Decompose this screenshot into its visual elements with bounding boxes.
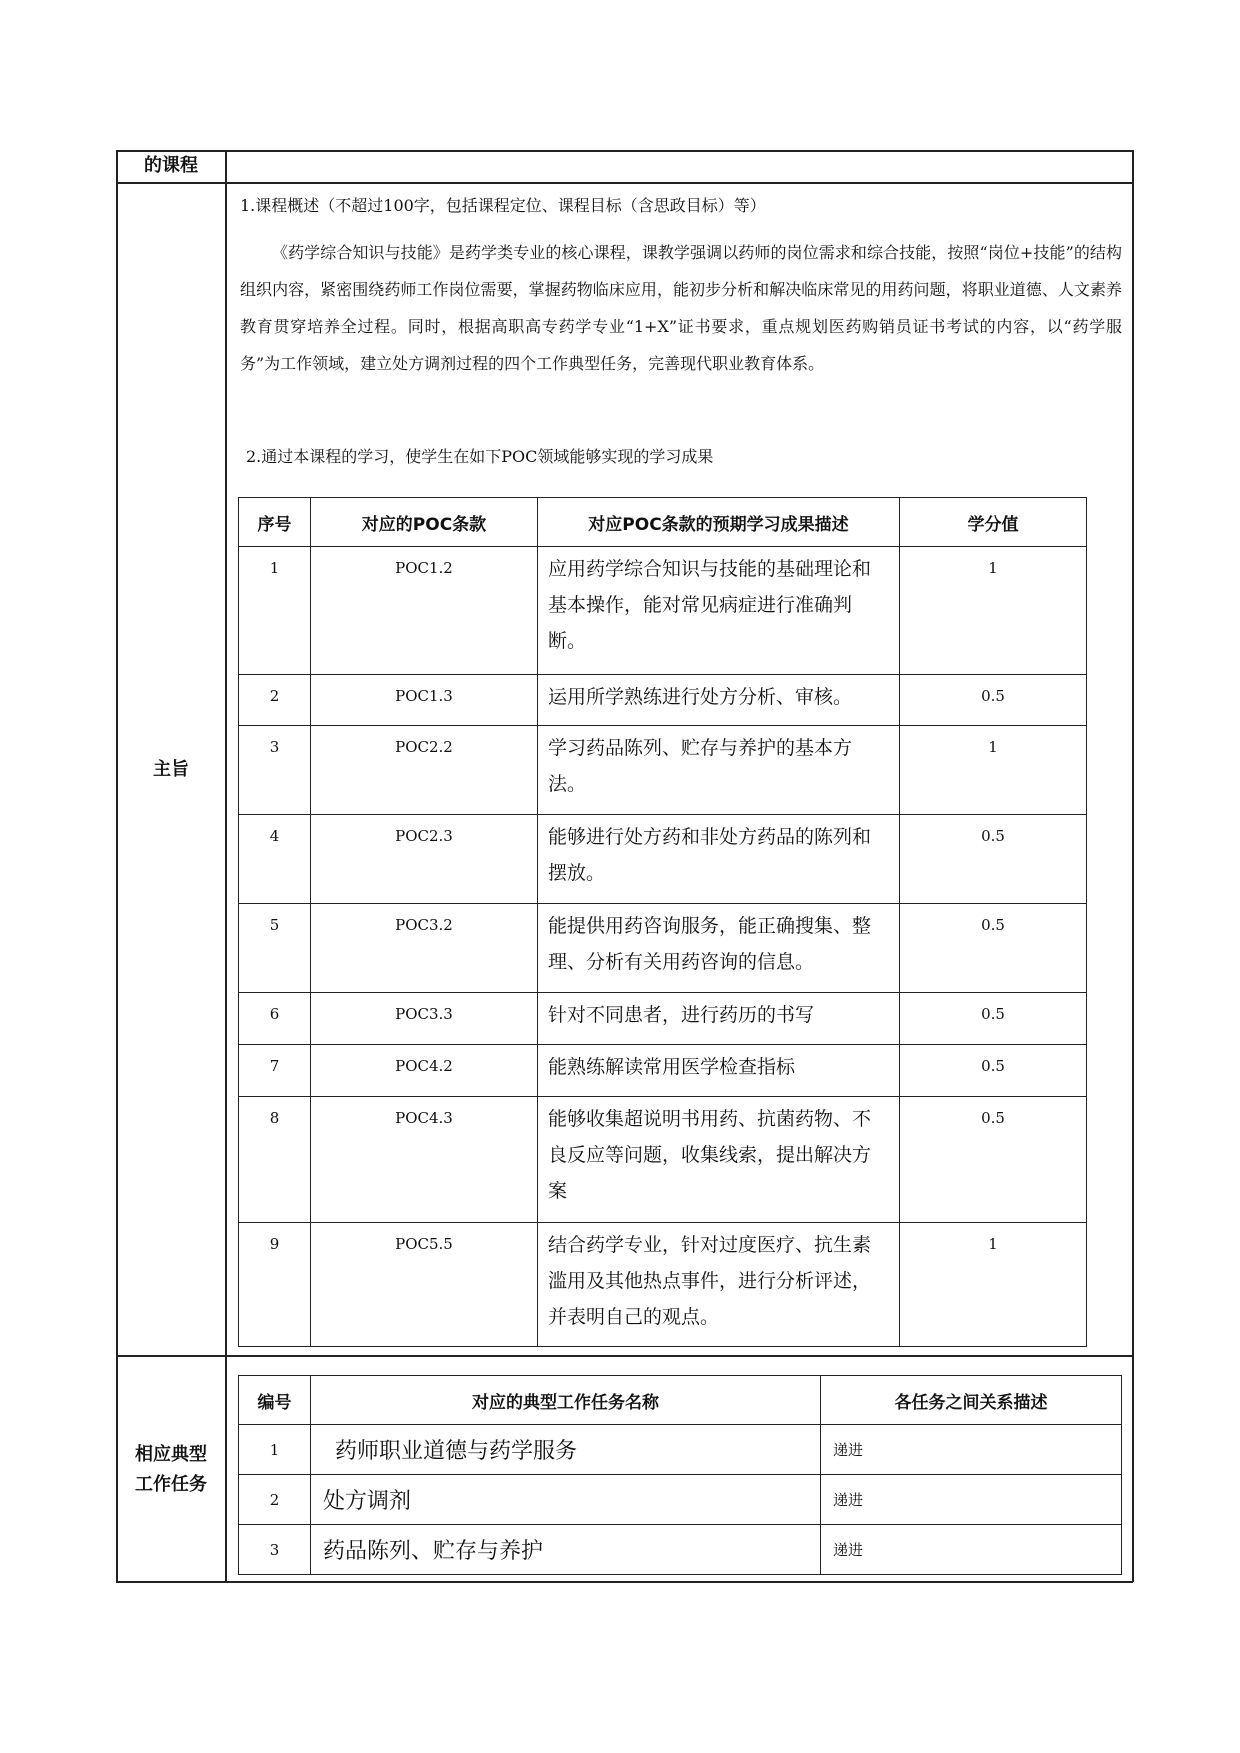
table-row (239, 1475, 1122, 1525)
overview-heading: 1.课程概述（不超过100字，包括课程定位、课程目标（含思政目标）等） (240, 196, 766, 215)
cell-desc: 针对不同患者，进行药历的书写 (538, 993, 900, 1045)
cell-desc: 能熟练解读常用医学检查指标 (538, 1045, 900, 1097)
task-no: 2 (239, 1475, 311, 1525)
row-label-tasks-line1: 相应典型 (135, 1444, 207, 1465)
task-relation: 递进 (821, 1525, 1122, 1575)
tasks-table (238, 1375, 1122, 1575)
cell-poc: POC1.3 (311, 675, 538, 726)
header-task-relation: 各任务之间关系描述 (821, 1376, 1122, 1425)
cell-poc: POC5.5 (311, 1223, 538, 1347)
table-row (239, 1223, 1087, 1347)
outcomes-table (238, 497, 1087, 1347)
cell-no: 1 (239, 547, 311, 675)
overview-text: 《药学综合知识与技能》是药学类专业的核心课程，课教学强调以药师的岗位需求和综合技能，按照“岗位+技能”的结构组织内容，紧密围绕药师工作岗位需要，掌握药物临床应用，能初步分析和解决临床常见的用药问题，将职业道德、人文素养教育贯穿培养全过程。同时，根据高职高专药学专业“1+X”证书要求，重点规划医药购销员证书考试的内容，以“药学服务”为工作领域，建立处方调剂过程的四个工作典型任务，完善现代职业教育体系。 (240, 243, 1122, 373)
table-row (239, 904, 1087, 993)
cell-desc: 能提供用药咨询服务，能正确搜集、整理、分析有关用药咨询的信息。 (538, 904, 900, 993)
cell-poc: POC1.2 (311, 547, 538, 675)
frame-row-divider-2 (116, 1355, 1133, 1357)
cell-credit: 1 (900, 726, 1087, 815)
header-seq: 序号 (239, 498, 311, 547)
cell-credit: 0.5 (900, 1097, 1087, 1223)
task-no: 3 (239, 1525, 311, 1575)
course-document-table (116, 150, 1133, 1582)
frame-top (116, 150, 1133, 152)
overview-paragraph (240, 234, 1122, 382)
cell-credit: 0.5 (900, 993, 1087, 1045)
cell-credit: 0.5 (900, 675, 1087, 726)
table-row (239, 1525, 1122, 1575)
cell-no: 3 (239, 726, 311, 815)
cell-no: 9 (239, 1223, 311, 1347)
header-task-no: 编号 (239, 1376, 311, 1425)
outcomes-header-row (239, 498, 1087, 547)
row-label-tasks-line2: 工作任务 (135, 1474, 207, 1495)
header-task-name: 对应的典型工作任务名称 (311, 1376, 821, 1425)
frame-right (1132, 150, 1134, 1582)
table-row (239, 1097, 1087, 1223)
frame-row-divider-1 (116, 182, 1133, 184)
task-name: 药师职业道德与药学服务 (311, 1425, 821, 1475)
cell-desc: 能够收集超说明书用药、抗菌药物、不良反应等问题，收集线索，提出解决方案 (538, 1097, 900, 1223)
cell-credit: 1 (900, 1223, 1087, 1347)
row-label-tasks (116, 1440, 226, 1500)
cell-desc: 结合药学专业，针对过度医疗、抗生素滥用及其他热点事件，进行分析评述，并表明自己的观点。 (538, 1223, 900, 1347)
header-credit: 学分值 (900, 498, 1087, 547)
table-row (239, 815, 1087, 904)
table-row (239, 726, 1087, 815)
task-relation: 递进 (821, 1425, 1122, 1475)
cell-desc: 能够进行处方药和非处方药品的陈列和摆放。 (538, 815, 900, 904)
cell-desc: 学习药品陈列、贮存与养护的基本方法。 (538, 726, 900, 815)
outcomes-heading: 2.通过本课程的学习，使学生在如下POC领域能够实现的学习成果 (246, 447, 714, 466)
table-row (239, 675, 1087, 726)
header-poc: 对应的POC条款 (311, 498, 538, 547)
cell-no: 4 (239, 815, 311, 904)
table-row (239, 1425, 1122, 1475)
tasks-header-row (239, 1376, 1122, 1425)
table-row (239, 993, 1087, 1045)
task-relation: 递进 (821, 1475, 1122, 1525)
cell-credit: 0.5 (900, 1045, 1087, 1097)
cell-no: 2 (239, 675, 311, 726)
frame-left (116, 150, 118, 1582)
header-outcome: 对应POC条款的预期学习成果描述 (538, 498, 900, 547)
cell-poc: POC4.2 (311, 1045, 538, 1097)
frame-bottom (116, 1581, 1133, 1583)
cell-credit: 0.5 (900, 815, 1087, 904)
task-no: 1 (239, 1425, 311, 1475)
task-name: 处方调剂 (311, 1475, 821, 1525)
row-label-purpose: 主旨 (153, 759, 189, 780)
cell-no: 8 (239, 1097, 311, 1223)
table-row (239, 547, 1087, 675)
cell-poc: POC4.3 (311, 1097, 538, 1223)
cell-credit: 0.5 (900, 904, 1087, 993)
cell-no: 5 (239, 904, 311, 993)
cell-no: 6 (239, 993, 311, 1045)
cell-poc: POC3.2 (311, 904, 538, 993)
cell-poc: POC3.3 (311, 993, 538, 1045)
cell-desc: 运用所学熟练进行处方分析、审核。 (538, 675, 900, 726)
cell-no: 7 (239, 1045, 311, 1097)
cell-credit: 1 (900, 547, 1087, 675)
frame-label-divider (225, 150, 227, 1582)
cell-poc: POC2.2 (311, 726, 538, 815)
task-name: 药品陈列、贮存与养护 (311, 1525, 821, 1575)
row-label-course: 的课程 (144, 155, 198, 176)
cell-poc: POC2.3 (311, 815, 538, 904)
cell-desc: 应用药学综合知识与技能的基础理论和基本操作，能对常见病症进行准确判断。 (538, 547, 900, 675)
table-row (239, 1045, 1087, 1097)
